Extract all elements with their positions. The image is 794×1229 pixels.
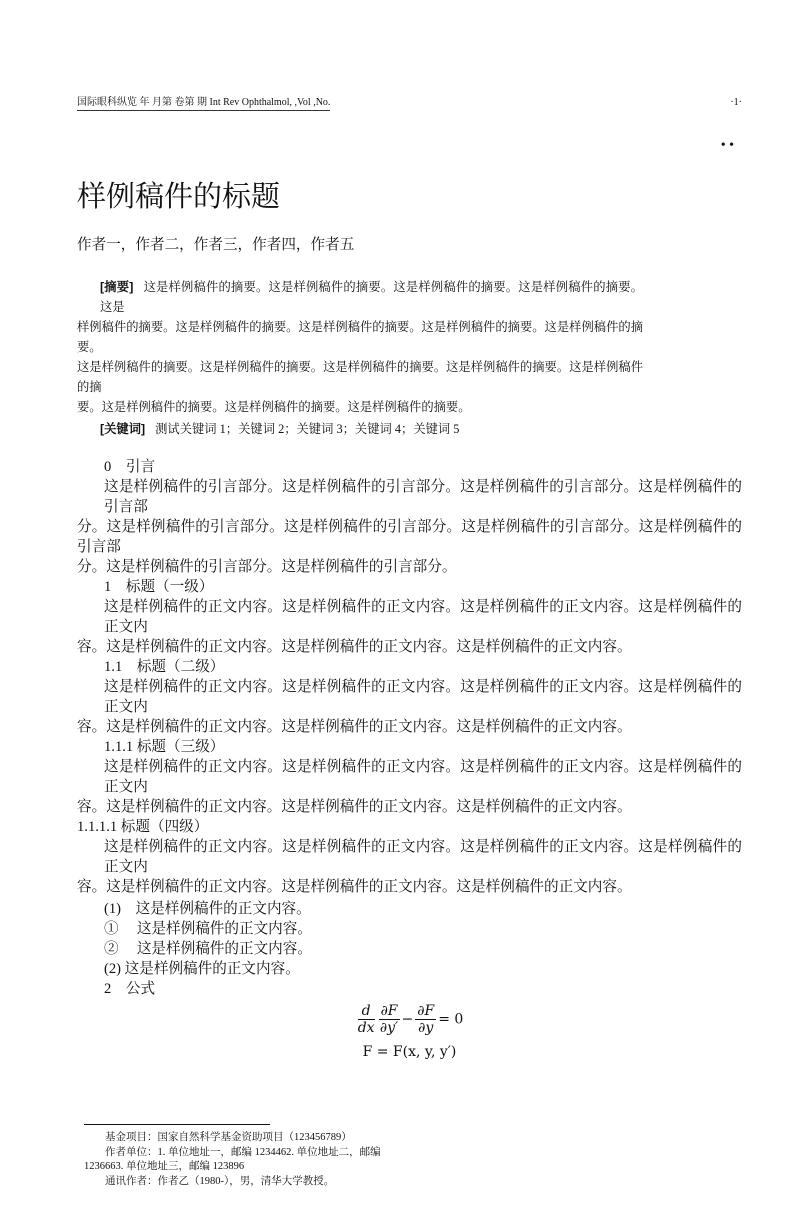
eq-num: ∂F bbox=[380, 1003, 398, 1019]
footnote-affiliation: 作者单位：1. 单位地址一，邮编 1234462. 单位地址二，邮编 bbox=[105, 1146, 381, 1158]
body-line: 分。这是样例稿件的引言部分。这是样例稿件的引言部分。 bbox=[77, 559, 457, 575]
eq-num: d bbox=[358, 1003, 375, 1020]
body-line: 分。这是样例稿件的引言部分。这是样例稿件的引言部分。这是样例稿件的引言部分。这是样例稿件的引言部 bbox=[77, 519, 742, 555]
footnote-funding: 基金项目：国家自然科学基金资助项目（123456789） bbox=[105, 1132, 352, 1144]
eq-den: ∂y bbox=[418, 1020, 434, 1037]
equation-f: F = F(x, y, y′) bbox=[362, 1044, 457, 1061]
body-line: 这是样例稿件的引言部分。这是样例稿件的引言部分。这是样例稿件的引言部分。这是样例稿件的引言部 bbox=[104, 479, 742, 515]
abstract-line: 要。这是样例稿件的摘要。这是样例稿件的摘要。这是样例稿件的摘要。 bbox=[77, 400, 471, 414]
eq-num: ∂F bbox=[417, 1003, 435, 1019]
body-line: 容。这是样例稿件的正文内容。这是样例稿件的正文内容。这是样例稿件的正文内容。 bbox=[77, 879, 632, 895]
footnote-rule bbox=[84, 1124, 270, 1125]
author-list: 作者一，作者二，作者三，作者四，作者五 bbox=[77, 237, 355, 253]
decorative-dots: • • bbox=[720, 138, 734, 153]
list-item: ① 这是样例稿件的正文内容。 bbox=[104, 921, 312, 937]
abstract-line: 样例稿件的摘要。这是样例稿件的摘要。这是样例稿件的摘要。这是样例稿件的摘要。这是样例稿件的摘要。 bbox=[77, 320, 643, 354]
running-header bbox=[77, 96, 742, 111]
eq-rhs: = 0 bbox=[438, 1011, 464, 1028]
section-heading-2: 1.1 标题（二级） bbox=[104, 659, 225, 675]
footnote-affiliation-cont: 1236663. 单位地址三，邮编 123896 bbox=[84, 1161, 245, 1173]
page-number: ·1· bbox=[730, 97, 742, 108]
body-line: 这是样例稿件的正文内容。这是样例稿件的正文内容。这是样例稿件的正文内容。这是样例稿件的正文内 bbox=[104, 599, 742, 635]
equations bbox=[77, 1003, 742, 1062]
abstract-line: 这是样例稿件的摘要。这是样例稿件的摘要。这是样例稿件的摘要。这是样例稿件的摘要。这是样例稿件的摘 bbox=[77, 360, 643, 394]
section-heading-intro: 0 引言 bbox=[104, 459, 156, 475]
list-item: (1) 这是样例稿件的正文内容。 bbox=[104, 901, 311, 917]
body-line: 容。这是样例稿件的正文内容。这是样例稿件的正文内容。这是样例稿件的正文内容。 bbox=[77, 719, 632, 735]
list-item: (2) 这是样例稿件的正文内容。 bbox=[104, 961, 300, 977]
body-line: 这是样例稿件的正文内容。这是样例稿件的正文内容。这是样例稿件的正文内容。这是样例稿件的正文内 bbox=[104, 759, 742, 795]
body-line: 这是样例稿件的正文内容。这是样例稿件的正文内容。这是样例稿件的正文内容。这是样例稿件的正文内 bbox=[104, 839, 742, 875]
page-title: 样例稿件的标题 bbox=[77, 181, 281, 213]
section-heading-3: 1.1.1 标题（三级） bbox=[104, 739, 225, 755]
abstract bbox=[77, 277, 643, 439]
keywords-label: [关键词] bbox=[100, 422, 146, 436]
abstract-first-line bbox=[77, 277, 643, 317]
footnote-correspondence: 通讯作者：作者乙（1980-），男，清华大学教授。 bbox=[105, 1175, 335, 1187]
body-line: 容。这是样例稿件的正文内容。这是样例稿件的正文内容。这是样例稿件的正文内容。 bbox=[77, 639, 632, 655]
keywords bbox=[77, 419, 643, 439]
section-heading-1: 1 标题（一级） bbox=[104, 579, 214, 595]
footnotes bbox=[77, 1124, 384, 1189]
journal-info: 国际眼科纵览 年 月第 卷第 期 Int Rev Ophthalmol, ,Vol ,No. bbox=[77, 96, 330, 111]
body-line: 容。这是样例稿件的正文内容。这是样例稿件的正文内容。这是样例稿件的正文内容。 bbox=[77, 799, 632, 815]
eq-minus: − bbox=[401, 1011, 414, 1028]
list-item: ② 这是样例稿件的正文内容。 bbox=[104, 941, 312, 957]
body bbox=[77, 457, 742, 1062]
eq-den: dx bbox=[357, 1020, 375, 1037]
section-heading-formula: 2 公式 bbox=[104, 981, 156, 997]
abstract-line: 这是样例稿件的摘要。这是样例稿件的摘要。这是样例稿件的摘要。这是样例稿件的摘要。这是 bbox=[100, 280, 643, 314]
eq-den: ∂y′ bbox=[379, 1020, 399, 1037]
keywords-text: 测试关键词 1；关键词 2；关键词 3；关键词 4；关键词 5 bbox=[155, 422, 460, 436]
abstract-label: [摘要] bbox=[100, 280, 134, 294]
body-line: 这是样例稿件的正文内容。这是样例稿件的正文内容。这是样例稿件的正文内容。这是样例稿件的正文内 bbox=[104, 679, 742, 715]
equation-euler-lagrange bbox=[356, 1003, 464, 1036]
section-heading-4: 1.1.1.1 标题（四级） bbox=[77, 819, 209, 835]
